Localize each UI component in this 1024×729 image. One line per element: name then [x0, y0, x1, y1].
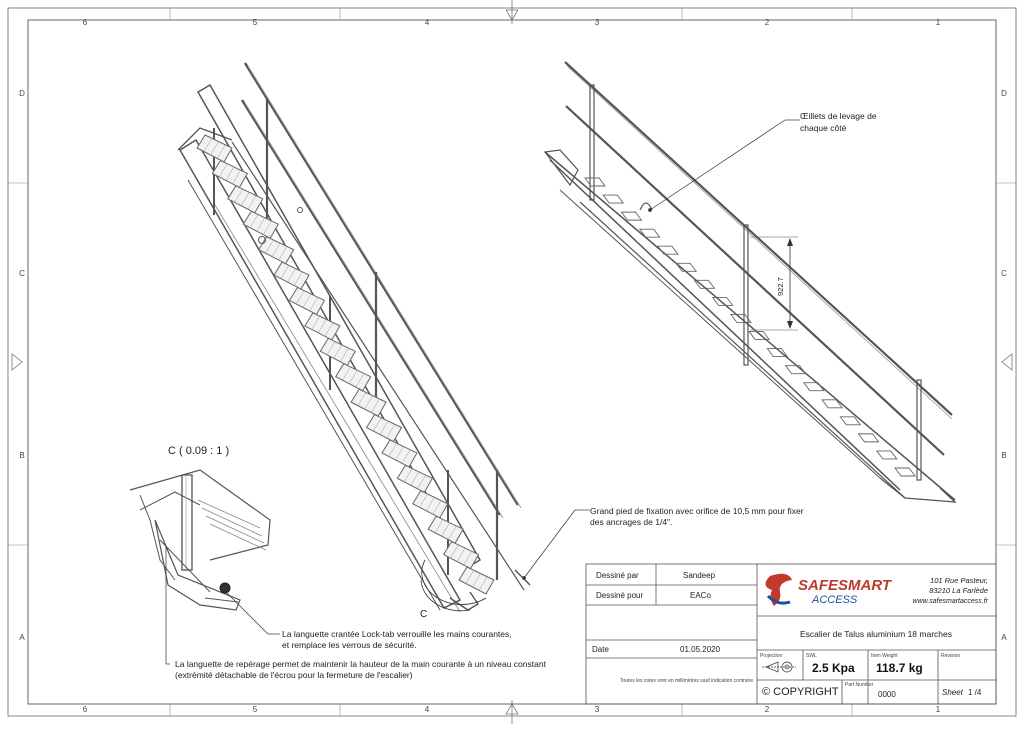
side-tread — [804, 383, 824, 391]
marking-tab-note-line1: La languette de repérage permet de maintenir la hauteur de la main courante à un niveau constant — [175, 659, 546, 669]
company-logo — [765, 574, 892, 606]
projection-label: Projection — [760, 653, 783, 659]
zone-top-1: 6 — [82, 18, 88, 27]
part-number-value: 0000 — [878, 690, 896, 699]
zone-bottom-5: 2 — [764, 705, 770, 714]
sheet-label: Sheet — [942, 688, 963, 697]
dimension-value: 922.7 — [776, 277, 785, 296]
detail-c-view — [130, 470, 270, 610]
detail-marker-c: C — [420, 609, 428, 620]
eyelet-leader — [649, 120, 801, 212]
centering-arrows — [12, 0, 1012, 724]
zone-right-d: D — [1001, 89, 1007, 98]
fine-print: Toutes les cotes sont en millimètres sauf indication contraire — [620, 678, 754, 684]
side-treads — [585, 178, 915, 476]
zone-top-2: 5 — [252, 18, 258, 27]
copyright: © COPYRIGHT — [762, 686, 839, 698]
zone-top-6: 1 — [935, 18, 941, 27]
marking-tab-note-line2: (extrémité détachable de l'écrou pour la fermeture de l'escalier) — [175, 670, 413, 680]
zone-right-c: C — [1001, 269, 1007, 278]
zone-bottom-4: 3 — [594, 705, 600, 714]
zone-top-3: 4 — [424, 18, 430, 27]
zone-top-4: 3 — [594, 18, 600, 27]
zone-right-a: A — [1001, 633, 1007, 642]
detail-c-title: C ( 0.09 : 1 ) — [168, 445, 230, 457]
drawn-by-value: Sandeep — [683, 571, 716, 580]
logo-text-top: SAFESMART — [798, 577, 892, 594]
eyelets-note-line1: Œillets de levage de — [800, 111, 877, 121]
drawn-for-label: Dessiné pour — [596, 591, 644, 600]
swl-label: SWL — [806, 653, 817, 659]
zone-left-b: B — [19, 451, 25, 460]
sheet-value: 1 /4 — [968, 688, 982, 697]
zone-bottom-2: 5 — [252, 705, 258, 714]
side-tread — [877, 451, 897, 459]
lock-tab-note-line2: et remplace les verrous de sécurité. — [282, 640, 417, 650]
revision-label: Revision — [941, 653, 961, 659]
eyelets-note-line2: chaque côté — [800, 123, 847, 133]
zone-left-c: C — [19, 269, 25, 278]
side-tread — [640, 229, 660, 237]
zone-bottom-3: 4 — [424, 705, 430, 714]
side-tread — [895, 468, 915, 476]
side-tread — [713, 297, 733, 305]
lock-tab-note-line1: La languette crantée Lock-tab verrouille les mains courantes, — [282, 629, 512, 639]
side-tread — [585, 178, 605, 186]
weight-label: Item Weight — [871, 653, 898, 659]
drawn-for-value: EACo — [690, 591, 711, 600]
date-label: Date — [592, 645, 609, 654]
address-line1: 101 Rue Pasteur, — [930, 576, 988, 585]
zone-left-a: A — [19, 633, 25, 642]
date-value: 01.05.2020 — [680, 645, 721, 654]
side-tread — [658, 246, 678, 254]
address-line2: 83210 La Farlède — [929, 586, 988, 595]
foot-note-line2: des ancrages de 1/4". — [590, 517, 673, 527]
address-line3: www.safesmartaccess.fr — [912, 598, 988, 605]
zone-left-d: D — [19, 89, 25, 98]
drawn-by-label: Dessiné par — [596, 571, 639, 580]
side-tread — [859, 434, 879, 442]
weight-value: 118.7 kg — [876, 661, 923, 675]
zone-right-b: B — [1001, 451, 1007, 460]
side-tread — [676, 263, 696, 271]
zone-bottom-1: 6 — [82, 705, 88, 714]
part-number-label: Part Number — [845, 682, 874, 688]
side-elevation-view — [545, 62, 955, 502]
stair-treads — [197, 135, 494, 594]
drawing-title: Escalier de Talus aluminium 18 marches — [800, 629, 952, 639]
lock-tab-leader — [226, 592, 280, 634]
side-tread — [786, 366, 806, 374]
projection-symbol — [762, 662, 796, 672]
zone-top-5: 2 — [764, 18, 770, 27]
logo-text-bottom: ACCESS — [812, 594, 858, 606]
swl-value: 2.5 Kpa — [812, 661, 855, 675]
zone-bottom-6: 1 — [935, 705, 941, 714]
foot-leader — [523, 510, 591, 580]
marking-tab-leader — [166, 545, 170, 664]
zone-labels — [19, 18, 1007, 714]
side-tread — [749, 332, 769, 340]
side-tread — [603, 195, 623, 203]
isometric-stair-view — [178, 63, 530, 612]
foot-note-line1: Grand pied de fixation avec orifice de 10,5 mm pour fixer — [590, 506, 804, 516]
